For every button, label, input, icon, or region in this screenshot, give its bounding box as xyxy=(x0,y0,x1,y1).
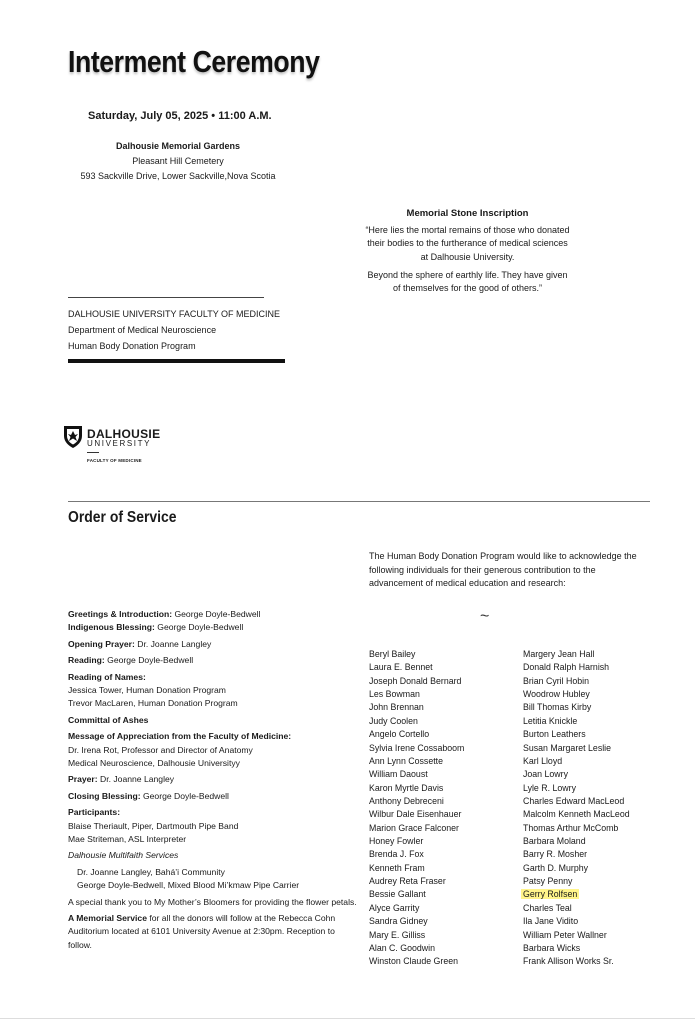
page-bottom-edge xyxy=(0,1018,695,1019)
memorial-text: for all the donors will follow at the Rebecca Cohn Auditorium located at 6101 University Avenue at 2:30pm. Reception to follow. xyxy=(68,913,336,950)
closing-item xyxy=(68,790,358,803)
donor-name: Charles Teal xyxy=(523,902,572,913)
multifaith-members xyxy=(68,866,358,893)
donor-name: Frank Allison Works Sr. xyxy=(523,956,614,967)
donor-name: Patsy Penny xyxy=(523,876,573,887)
reading-label: Reading: xyxy=(68,655,105,666)
donor-name: Letitia Knickle xyxy=(523,715,578,726)
donor-name: Les Bowman xyxy=(369,689,420,700)
divider-thick xyxy=(68,359,285,363)
acknowledgement-text: The Human Body Donation Program would like to acknowledge the following individuals for their generous contribution to the advancement of medical education and research: xyxy=(369,551,637,588)
divider-full xyxy=(68,501,650,502)
donor-name: Ann Lynn Cossette xyxy=(369,755,444,766)
closing-label: Closing Blessing: xyxy=(68,790,141,801)
thanks-note: A special thank you to My Mother’s Bloomers for providing the flower petals. xyxy=(68,896,357,907)
donor-name: Margery Jean Hall xyxy=(523,649,595,659)
blessing-value: George Doyle-Bedwell xyxy=(154,622,244,633)
participants-line-1: Blaise Theriault, Piper, Dartmouth Pipe Band xyxy=(68,820,239,831)
ceremony-date-time: Saturday, July 05, 2025 • 11:00 A.M. xyxy=(88,110,272,122)
donor-name: Laura E. Bennet xyxy=(369,662,433,673)
faculty-line-1: DALHOUSIE UNIVERSITY FACULTY OF MEDICINE xyxy=(68,309,281,319)
venue-cemetery: Pleasant Hill Cemetery xyxy=(132,156,224,166)
order-of-service-heading: Order of Service xyxy=(68,509,177,526)
donor-name: Honey Fowler xyxy=(369,836,424,847)
blessing-label: Indigenous Blessing: xyxy=(68,622,155,633)
opening-prayer-item xyxy=(68,638,358,651)
donor-name: Barbara Moland xyxy=(523,836,586,847)
tilde-divider: ~ xyxy=(480,608,490,625)
greetings-label: Greetings & Introduction: xyxy=(68,609,173,619)
donor-name: Winston Claude Green xyxy=(369,956,458,967)
inscription-paragraph-2: Beyond the sphere of earthly life. They have given of themselves for the good of others.” xyxy=(367,269,568,294)
donor-name: Malcolm Kenneth MacLeod xyxy=(523,809,630,820)
donor-name: Anthony Debreceni xyxy=(369,795,444,806)
donor-name: Donald Ralph Harnish xyxy=(523,662,610,673)
donor-name: Barbara Wicks xyxy=(523,942,581,953)
donor-name: Mary E. Gilliss xyxy=(369,929,426,940)
memorial-label: A Memorial Service xyxy=(68,913,147,924)
inscription-paragraph-1: “Here lies the mortal remains of those who donated their bodies to the furtherance of medical sciences at Dalhousie University. xyxy=(365,225,570,262)
donor-name: Audrey Reta Fraser xyxy=(369,876,446,887)
donor-name: Ila Jane Vidito xyxy=(523,916,579,927)
faculty-line-3: Human Body Donation Program xyxy=(68,341,196,351)
donor-name: Karon Myrtle Davis xyxy=(369,782,444,793)
donor-name: Bessie Gallant xyxy=(369,889,426,900)
dalhousie-logo xyxy=(63,425,183,470)
donor-name xyxy=(523,888,630,901)
reading-item xyxy=(68,654,358,667)
donor-name: Wilbur Dale Eisenhauer xyxy=(369,809,462,820)
appreciation-label: Message of Appreciation from the Faculty of Medicine: xyxy=(68,731,292,742)
donor-name: Brian Cyril Hobin xyxy=(523,675,589,686)
donor-name: Joan Lowry xyxy=(523,769,568,780)
inscription-heading: Memorial Stone Inscription xyxy=(406,208,529,219)
donor-name: Susan Margaret Leslie xyxy=(523,742,612,753)
donor-name: Sandra Gidney xyxy=(369,916,428,927)
appreciation-line-2: Medical Neuroscience, Dalhousie Universityy xyxy=(68,757,240,768)
donor-name: William Daoust xyxy=(369,769,428,780)
faculty-block xyxy=(68,306,280,354)
donor-name: Judy Coolen xyxy=(369,715,418,726)
prayer-label: Prayer: xyxy=(68,774,98,785)
donor-name: Garth D. Murphy xyxy=(523,862,589,873)
donor-name: Kenneth Fram xyxy=(369,862,425,873)
venue-address: 593 Sackville Drive, Lower Sackville,Nova Scotia xyxy=(80,171,276,181)
divider-thin xyxy=(68,297,264,298)
greetings-value: George Doyle-Bedwell xyxy=(172,609,261,619)
logo-name-line-2: UNIVERSITY xyxy=(87,439,152,448)
donor-name: Burton Leathers xyxy=(523,729,586,740)
donor-names-column-1 xyxy=(369,648,464,969)
donor-name: Joseph Donald Bernard xyxy=(369,675,462,686)
participants-line-2: Mae Striteman, ASL Interpreter xyxy=(68,833,187,844)
service-program xyxy=(68,608,358,955)
donor-name: Karl Lloyd xyxy=(523,755,563,766)
donor-name: Lyle R. Lowry xyxy=(523,782,576,793)
donor-name: John Brennan xyxy=(369,702,424,713)
memorial-inscription xyxy=(365,207,570,300)
greetings-item xyxy=(68,608,358,635)
closing-value: George Doyle-Bedwell xyxy=(140,790,229,801)
page-title: Interment Ceremony xyxy=(68,44,320,79)
donor-name: Brenda J. Fox xyxy=(369,849,424,860)
multifaith-line-2: George Doyle-Bedwell, Mixed Blood Mi’kmaw Pipe Carrier xyxy=(77,880,300,891)
names-label: Reading of Names: xyxy=(68,671,146,682)
reading-value: George Doyle-Bedwell xyxy=(104,655,194,666)
donor-name: Alyce Garrity xyxy=(369,902,420,913)
opening-value: Dr. Joanne Langley xyxy=(134,638,212,649)
names-line-2: Trevor MacLaren, Human Donation Program xyxy=(68,698,238,709)
faculty-line-2: Department of Medical Neuroscience xyxy=(68,325,217,335)
donor-name: Thomas Arthur McComb xyxy=(523,822,619,833)
highlighted-donor-name: Gerry Rolfsen xyxy=(523,889,578,900)
memorial-service-item xyxy=(68,912,358,952)
prayer-value: Dr. Joanne Langley xyxy=(97,774,175,785)
logo-rule xyxy=(87,452,99,453)
dalhousie-shield-icon xyxy=(63,425,83,449)
multifaith-item xyxy=(68,849,358,862)
donor-name: Barry R. Mosher xyxy=(523,849,588,860)
opening-label: Opening Prayer: xyxy=(68,638,135,649)
donor-name: Woodrow Hubley xyxy=(523,689,590,700)
participants-label: Participants: xyxy=(68,807,121,818)
venue-name: Dalhousie Memorial Gardens xyxy=(115,141,241,151)
logo-faculty: FACULTY OF MEDICINE xyxy=(87,458,142,463)
logo-name-line-1: DALHOUSIE xyxy=(87,427,161,441)
donor-names-column-2 xyxy=(523,648,630,969)
donor-name: Charles Edward MacLeod xyxy=(523,795,625,806)
donor-name: Alan C. Goodwin xyxy=(369,942,436,953)
participants-item xyxy=(68,806,358,846)
venue-block xyxy=(68,139,288,184)
multifaith-line-1: Dr. Joanne Langley, Bahá’i Community xyxy=(77,866,225,877)
multifaith-label: Dalhousie Multifaith Services xyxy=(68,850,179,861)
reading-names-item xyxy=(68,671,358,711)
donor-name: William Peter Wallner xyxy=(523,929,607,940)
donor-name: Marion Grace Falconer xyxy=(369,822,459,833)
names-line-1: Jessica Tower, Human Donation Program xyxy=(68,685,226,696)
committal-item xyxy=(68,714,358,727)
donor-name: Sylvia Irene Cossaboom xyxy=(369,742,465,753)
committal-label: Committal of Ashes xyxy=(68,714,149,725)
donor-name: Angelo Cortello xyxy=(369,729,430,740)
prayer-item xyxy=(68,773,358,786)
donor-name: Beryl Bailey xyxy=(369,649,416,659)
appreciation-item xyxy=(68,730,358,770)
appreciation-line-1: Dr. Irena Rot, Professor and Director of Anatomy xyxy=(68,744,253,755)
donor-name: Bill Thomas Kirby xyxy=(523,702,592,713)
